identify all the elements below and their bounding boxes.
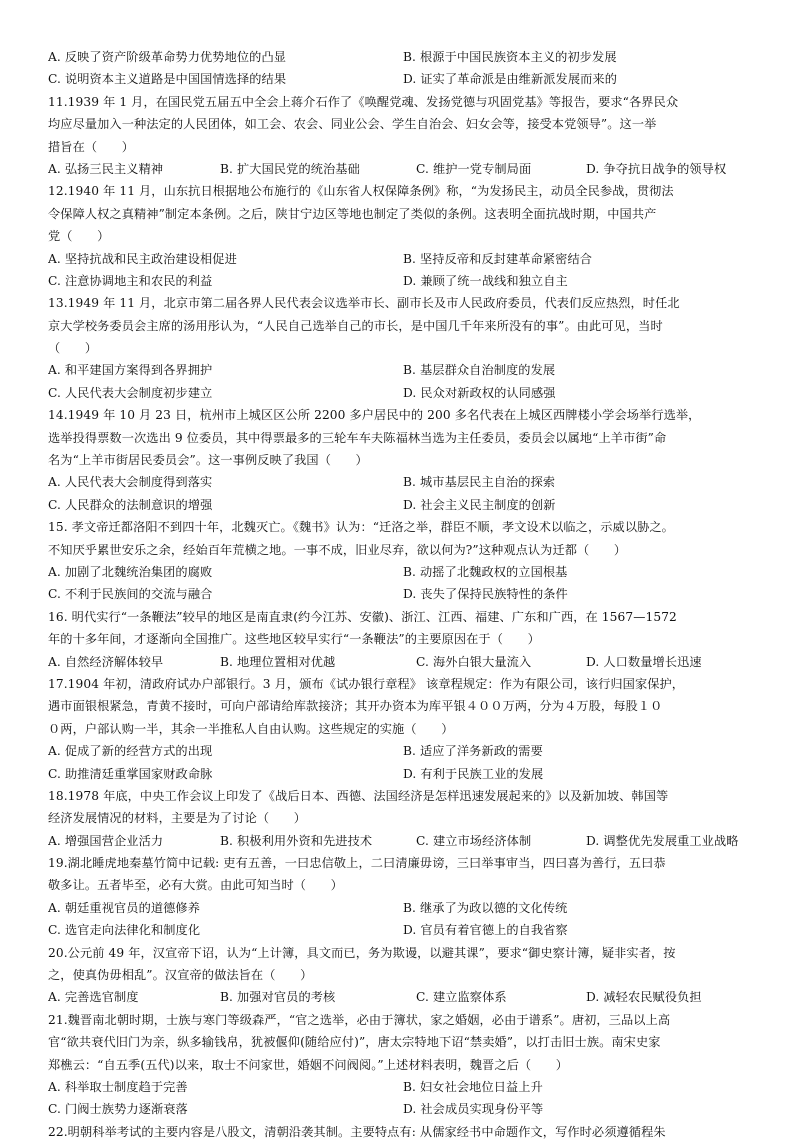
answer-option: C. 注意协调地主和农民的利益 [48,273,213,288]
answer-option: A. 增强国营企业活力 [48,833,164,848]
answer-option: D. 民众对新政权的认同感强 [403,385,556,400]
question-text-line: 13.1949 年 11 月，北京市第二届各界人民代表会议选举市长、副市长及市人民政府委员，代表们反应热烈，时任北 [48,296,680,311]
answer-option: D. 社会主义民主制度的创新 [403,497,556,512]
answer-option: C. 建立市场经济体制 [416,833,532,848]
question-text-line: 18.1978 年底，中央工作会议上印发了《战后日本、西德、法国经济是怎样迅速发展起来的》以及新加坡、韩国等 [48,788,669,803]
answer-option: C. 人民代表大会制度初步建立 [48,385,213,400]
question-stem [48,606,794,651]
answer-option: C. 说明资本主义道路是中国国情选择的结果 [48,72,287,87]
answer-option: D. 争夺抗日战争的领导权 [586,161,727,176]
answer-options-row [48,919,758,941]
answer-option: A. 反映了资产阶级革命势力优势地位的凸显 [48,50,287,64]
answer-options-row [48,359,758,381]
answer-options-row [48,1098,758,1120]
answer-option: B. 坚持反帝和反封建革命紧密结合 [403,251,593,266]
answer-option: D. 官员有着官德上的自我省察 [403,923,568,938]
answer-option: B. 地理位置相对优越 [220,654,336,669]
question-text-line: 京大学校务委员会主席的汤用彤认为，“人民自己选举自己的市长，是中国几千年来所没有的事”。由此可见，当时 [48,318,663,333]
answer-option: D. 证实了革命派是由维新派发展而来的 [403,72,617,87]
question-text-line: 郑樵云：“自五季(五代)以来，取士不问家世，婚姻不问阀阅。”上述材料表明，魏晋之后（ ） [48,1057,569,1072]
answer-option: C. 建立监察体系 [416,990,507,1005]
answer-option: A. 自然经济解体较早 [48,654,164,669]
question-stem [48,785,794,830]
answer-options-row [48,158,758,180]
question-text-line: 不知厌乎累世安乐之余，经始百年荒横之地。一事不成，旧业尽弃，欲以何为?”这种观点认为迁都（ ） [48,542,627,557]
answer-options-row [48,68,758,90]
answer-option: A. 和平建国方案得到各界拥护 [48,363,213,378]
question-text-line: 14.1949 年 10 月 23 日，杭州市上城区区公所 2200 多户居民中的 200 多名代表在上城区西牌楼小学会场举行选举， [48,408,701,423]
question-text-line: 年的十多年间，才逐渐向全国推广。这些地区较早实行“一条鞭法”的主要原因在于（ ） [48,632,540,647]
question-stem [48,942,794,987]
question-text-line: 19.湖北睡虎地秦墓竹简中记载: 吏有五善，一曰忠信敬上，二曰清廉毋谤，三曰举事审当，四曰喜为善行，五曰恭 [48,856,666,871]
answer-options-row [48,494,758,516]
answer-options-row [48,382,758,404]
question-text-line: （ ） [48,341,98,356]
question-text-line: 17.1904 年初，清政府试办户部银行。3 月，颁布《试办银行章程》 该章程规定：作为有限公司，该行归国家保护， [48,676,685,691]
answer-option: D. 调整优先发展重工业战略 [586,833,739,848]
answer-option: C. 人民群众的法制意识的增强 [48,497,213,512]
question-stem [48,852,794,897]
answer-options-row [48,583,758,605]
answer-options-row [48,471,758,493]
question-text-line: 之，使真伪毋相乱”。汉宣帝的做法旨在（ ） [48,968,313,983]
question-stem [48,1121,794,1143]
answer-option: B. 动摇了北魏政权的立国根基 [403,564,568,579]
answer-option: D. 丧失了保持民族特性的条件 [403,587,568,602]
question-text-line: 选举投得票数一次选出 9 位委员，其中得票最多的三轮车车夫陈福林当选为主任委员，委员会以属地“上羊市街”命 [48,430,667,445]
answer-option: B. 适应了洋务新政的需要 [403,744,543,759]
answer-option: A. 促成了新的经营方式的出现 [48,744,213,759]
answer-options-row [48,897,758,919]
answer-option: B. 根源于中国民族资本主义的初步发展 [403,50,617,64]
answer-option: D. 社会成员实现身份平等 [403,1102,544,1117]
answer-option: A. 弘扬三民主义精神 [48,161,164,176]
answer-option: A. 人民代表大会制度得到落实 [48,475,213,490]
question-stem [48,91,794,158]
answer-options-row [48,561,758,583]
question-stem [48,516,794,561]
question-text-line: 均应尽量加入一种法定的人民团体，如工会、农会、同业公会、学生自治会、妇女会等，接受本党领导”。这一举 [48,117,657,132]
answer-option: B. 加强对官员的考核 [220,990,336,1005]
answer-options-row [48,270,758,292]
question-text-line: 22.明朝科举考试的主要内容是八股文，清朝沿袭其制。主要特点有: 从儒家经书中命题作文，写作时必须遵循程朱 [48,1124,666,1139]
question-text-line: 党（ ） [48,229,110,244]
question-text-line: ０两，户部认购一半，其余一半推私人自由认购。这些规定的实施（ ） [48,721,454,736]
answer-options-row [48,763,758,785]
answer-options-row [48,248,758,270]
question-text-line: 敬多让。五者毕至，必有大赏。由此可知当时（ ） [48,878,343,893]
answer-option: C. 选官走向法律化和制度化 [48,923,201,938]
question-text-line: 11.1939 年 1 月，在国民党五届五中全会上蒋介石作了《唤醒党魂、发扬党德与巩固党基》等报告，要求“各界民众 [48,94,679,109]
answer-option: D. 有利于民族工业的发展 [403,766,544,781]
answer-option: D. 人口数量增长迅速 [586,654,702,669]
answer-options-row [48,46,758,68]
answer-options-row [48,651,758,673]
question-stem [48,404,794,471]
question-text-line: 20.公元前 49 年，汉宣帝下诏，认为“上计簿，具文而已，务为欺谩，以避其课”，要求“御史察计簿，疑非实者，按 [48,945,676,960]
question-stem [48,1009,794,1076]
question-text-line: 经济发展情况的材料，主要是为了讨论（ ） [48,811,307,826]
answer-option: D. 兼顾了统一战线和独立自主 [403,273,568,288]
question-text-line: 措旨在（ ） [48,139,135,154]
question-text-line: 21.魏晋南北朝时期，士族与寒门等级森严，“官之选举，必由于簿状，家之婚姻，必由于谱系”。唐初，三品以上高 [48,1012,671,1027]
answer-options-row [48,740,758,762]
answer-option: C. 助推清廷重掌国家财政命脉 [48,766,213,781]
answer-option: B. 城市基层民主自治的探索 [403,475,556,490]
answer-option: B. 继承了为政以德的文化传统 [403,900,568,915]
answer-option: C. 不利于民族间的交流与融合 [48,587,213,602]
answer-option: C. 海外白银大量流入 [416,654,532,669]
question-text-line: 15. 孝文帝迁都洛阳不到四十年，北魏灭亡。《魏书》认为：“迁洛之举，群臣不顺，孝文设术以临之，示威以胁之。 [48,520,674,535]
question-stem [48,673,794,740]
answer-option: B. 妇女社会地位日益上升 [403,1079,543,1094]
answer-option: C. 维护一党专制局面 [416,161,532,176]
answer-option: A. 完善选官制度 [48,990,139,1005]
answer-option: C. 门阀士族势力逐渐衰落 [48,1102,188,1117]
question-text-line: 官“欲共衰代旧门为亲，纵多输钱帛，犹被偃仰(随给应付)”，唐太宗特地下诏“禁卖婚”，以打击旧士族。南宋史家 [48,1035,661,1050]
answer-option: B. 积极利用外资和先进技术 [220,833,373,848]
question-stem [48,292,794,359]
answer-option: B. 基层群众自治制度的发展 [403,363,556,378]
question-text-line: 12.1940 年 11 月，山东抗日根据地公布施行的《山东省人权保障条例》称，“为发扬民主，动员全民参战，贯彻法 [48,184,674,199]
question-text-line: 名为“上羊市街居民委员会”。这一事例反映了我国（ ） [48,453,368,468]
answer-option: B. 扩大国民党的统治基础 [220,161,360,176]
answer-options-row [48,1076,758,1098]
answer-options-row [48,830,758,852]
question-text-line: 16. 明代实行“一条鞭法”较早的地区是南直隶(约今江苏、安徽)、浙江、江西、福建、广东和广西，在 1567—1572 [48,609,677,624]
answer-option: D. 减轻农民赋役负担 [586,990,702,1005]
answer-option: A. 科举取士制度趋于完善 [48,1079,188,1094]
answer-option: A. 朝廷重视官员的道德修养 [48,900,201,915]
question-text-line: 令保障人权之真精神”制定本条例。之后，陕甘宁边区等地也制定了类似的条例。这表明全面抗战时期，中国共产 [48,206,657,221]
answer-option: A. 加剧了北魏统治集团的腐败 [48,564,213,579]
answer-options-row [48,986,758,1008]
answer-option: A. 坚持抗战和民主政治建设相促进 [48,251,237,266]
question-stem [48,180,794,247]
question-text-line: 遇市面银根紧急，青黄不接时，可向户部请给库款接济；其开办资本为库平银４００万两，分为４万股，每股１０ [48,699,663,714]
